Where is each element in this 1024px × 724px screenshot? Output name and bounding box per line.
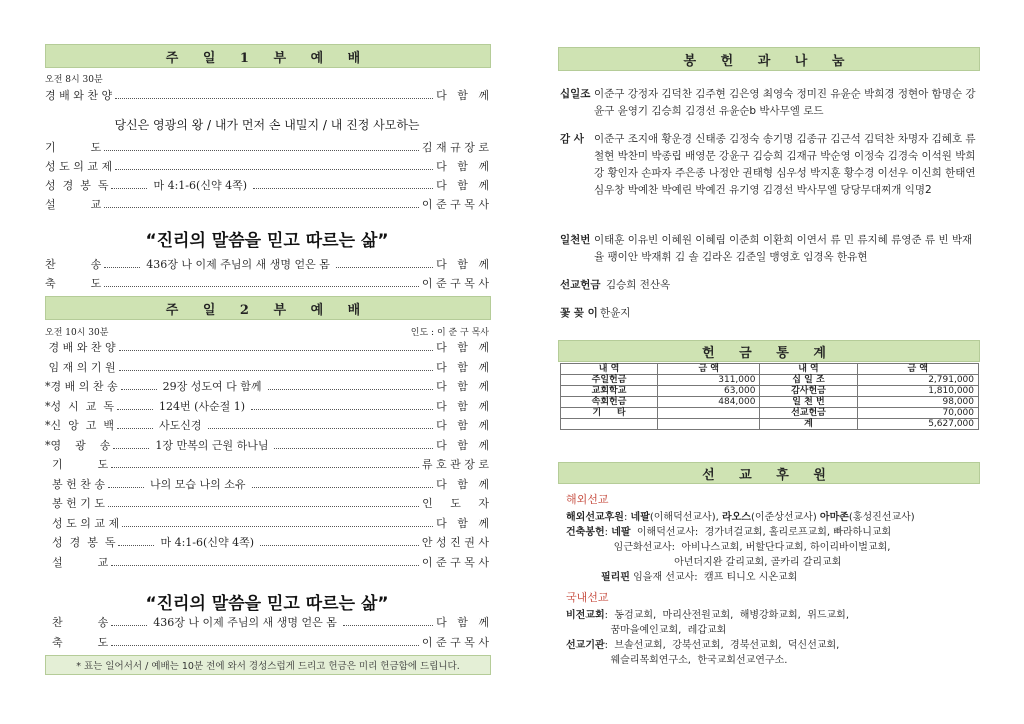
offering-group: [560, 86, 978, 124]
stats-item: 교회학교: [561, 386, 658, 397]
program-row: [45, 85, 489, 103]
stats-item: 선교헌금: [760, 408, 857, 419]
program-row: [45, 175, 489, 193]
program-row: [45, 137, 489, 155]
offering-group-names: 이준구 강정자 김덕찬 김주현 김은영 최영숙 정미진 유윤순 박희경 정현아 함명순 강윤구 윤영기 김승희 김경선 유윤순b 박사무엘 로드: [594, 88, 976, 117]
program-item-leader: 다 함 께: [436, 160, 489, 173]
leader-dots: [274, 447, 433, 449]
offering-group-label: 일천번: [560, 234, 591, 246]
offering-group: [560, 305, 978, 322]
mission-line: 비전교회: 동검교회, 마리산전원교회, 해병강화교회, 위드교회,: [566, 610, 850, 621]
program-row: [45, 273, 489, 291]
program-item-label: 경 배 와 찬 양: [45, 341, 116, 354]
program-row: [45, 493, 489, 511]
leader-dots: [111, 466, 419, 468]
program-row: [45, 513, 489, 531]
service2-header: 주 일 2 부 예 배: [45, 296, 491, 320]
leader-dots: [117, 408, 153, 410]
program-row: [45, 396, 489, 414]
program-item-leader: 다 함 께: [436, 438, 489, 452]
program-row: [45, 632, 489, 650]
leader-dots: [208, 427, 434, 429]
program-item-label: 찬 송: [45, 258, 102, 271]
program-item-label: 성 도 의 교 제: [45, 160, 113, 173]
program-row: [45, 532, 489, 550]
program-item-label: 봉 헌 기 도: [45, 497, 105, 510]
mission-line: 웨슬리목회연구소, 한국교회선교연구소.: [566, 655, 788, 666]
program-item-label: 설 교: [45, 555, 109, 569]
col-header: 내 역: [760, 364, 857, 375]
leader-dots: [111, 187, 147, 189]
program-item-leader: 이 준 구 목 사: [421, 277, 489, 290]
program-item-label: *신 앙 고 백: [45, 419, 114, 432]
col-header: 금 액: [857, 364, 979, 375]
program-row: [45, 376, 489, 394]
offering-group: [560, 131, 978, 221]
stats-amount: 70,000: [857, 408, 979, 419]
stats-amount: [658, 419, 760, 430]
stats-amount: 98,000: [857, 397, 979, 408]
program-item-leader: 다 함 께: [436, 477, 489, 491]
mission-line: 선교기관: 브솔선교회, 강북선교회, 경북선교회, 덕신선교회,: [566, 640, 840, 651]
leader-dots: [253, 187, 433, 189]
program-item-label: 경 배 와 찬 양: [45, 89, 113, 102]
offering-group-names: 이준구 조지애 황운경 신태종 김정숙 송기명 김종규 김근석 김덕찬 차명자 김혜호 류철현 박찬미 박종립 배영문 강윤구 김승희 김재규 박순영 이정숙 김경숙 이석원 박희강 황인자 손파자 주은종 나정안 권태형 심우성 박지훈 황수경 이선우 이신희 한태연 심우창 박예찬 박예린 박예건 유기영 김경선 박사무엘 당당무대찌개 익명2: [594, 133, 976, 196]
program-item-leader: 다 함 께: [436, 89, 489, 102]
offering-group-label: 십일조: [560, 88, 591, 100]
leader-dots: [251, 408, 433, 410]
program-item-leader: 다 함 께: [436, 399, 489, 413]
service2-note: * 표는 일어서서 / 예배는 10분 전에 와서 경성스럽게 드리고 헌금은 미리 헌금함에 드립니다.: [45, 655, 491, 675]
leader-dots: [111, 624, 147, 626]
leader-dots: [119, 369, 434, 371]
program-item-detail: 124번 (사순절 1): [158, 399, 246, 413]
mission-domestic-heading: 국내선교: [566, 591, 609, 604]
stats-item: 주일헌금: [561, 375, 658, 386]
service1-header: 주 일 1 부 예 배: [45, 44, 491, 68]
program-item-label: 축 도: [45, 277, 102, 290]
program-item-label: 성 경 봉 독: [45, 536, 116, 549]
leader-dots: [111, 564, 419, 566]
leader-dots: [111, 644, 419, 646]
program-item-leader: 인 도 자: [422, 497, 489, 510]
program-item-detail: 마 4:1-6(신약 4쪽): [160, 536, 254, 549]
stats-item: 감사헌금: [760, 386, 857, 397]
program-item-detail: 나의 모습 나의 소유: [150, 477, 246, 491]
leader-dots: [119, 349, 434, 351]
offering-group-label: 선교헌금: [560, 279, 601, 291]
mission-header: 선 교 후 원: [558, 462, 980, 484]
table-header-row: [561, 364, 979, 375]
program-item-label: 기 도: [45, 141, 102, 154]
program-item-detail: 마 4:1-6(신약 4쪽): [153, 179, 247, 192]
leader-dots: [118, 544, 154, 546]
service1-time: 오전 8시 30분: [45, 75, 103, 85]
stats-amount: 5,627,000: [857, 419, 979, 430]
offering-group-names: 김승희 전산옥: [606, 279, 671, 291]
offering-header: 봉 헌 과 나 눔: [558, 47, 980, 71]
service2-leader: 인도 : 이 준 구 목사: [410, 328, 489, 338]
program-item-detail: 29장 성도여 다 함께: [162, 380, 262, 393]
mission-overseas-heading: 해외선교: [566, 493, 609, 506]
program-row: [45, 357, 489, 375]
program-row: [45, 454, 489, 472]
program-row: [45, 254, 489, 272]
leader-dots: [104, 149, 419, 151]
program-item-leader: 안 성 진 권 사: [421, 536, 489, 549]
mission-line: 임근화선교사: 아비나스교회, 버할단다교회, 하이리바이벌교회,: [566, 542, 891, 553]
program-row: [45, 435, 489, 453]
program-item-label: 임 재 의 기 원: [45, 360, 116, 374]
mission-line: 꿈마을예인교회, 레갑교회: [566, 625, 727, 636]
leader-dots: [122, 525, 433, 527]
program-row: [45, 194, 489, 212]
program-item-leader: 다 함 께: [436, 419, 489, 432]
col-header: 내 역: [561, 364, 658, 375]
mission-line: 해외선교후원: 네팔(이해덕선교사), 라오스(이준상선교사) 아마존(홍성진선교사): [566, 512, 915, 523]
stats-header: 헌 금 통 계: [558, 340, 980, 362]
service1-praise-songs: 당신은 영광의 왕 / 내가 먼저 손 내밀지 / 내 진정 사모하는: [114, 118, 420, 132]
stats-amount: 311,000: [658, 375, 760, 386]
program-item-label: 기 도: [45, 458, 109, 471]
table-row: [561, 386, 979, 397]
program-item-leader: 김 재 규 장 로: [421, 141, 489, 154]
program-item-label: 축 도: [45, 636, 109, 649]
program-item-leader: 다 함 께: [436, 341, 489, 354]
program-item-leader: 다 함 께: [436, 258, 489, 271]
program-row: [45, 612, 489, 630]
program-item-leader: 이 준 구 목 사: [421, 636, 489, 649]
program-item-label: *경 배 의 찬 송: [45, 380, 118, 393]
program-item-leader: 이 준 구 목 사: [421, 198, 489, 211]
program-row: [45, 415, 489, 433]
stats-amount: 1,810,000: [857, 386, 979, 397]
service2-time: 오전 10시 30분: [45, 328, 109, 338]
program-item-leader: 다 함 께: [436, 616, 489, 629]
offering-group-names: 한윤지: [600, 307, 631, 319]
stats-item: 계: [760, 419, 857, 430]
mission-line: 건축봉헌: 네팔 이해덕선교사: 경가녀걸교회, 홀리로프교회, 빠라하니교회: [566, 527, 892, 538]
offering-group-label: 꽃 꽂 이: [560, 307, 598, 319]
leader-dots: [115, 168, 433, 170]
program-item-leader: 다 함 께: [436, 179, 489, 192]
offering-group-names: 이태훈 이유빈 이혜원 이혜림 이준희 이환희 이연서 류 민 류지혜 류영준 류 빈 박재율 팽이안 박재휘 김 솔 김라온 김준일 맹영호 임경옥 한유현: [594, 234, 973, 263]
program-item-label: 성 경 봉 독: [45, 179, 109, 192]
leader-dots: [108, 486, 144, 488]
leader-dots: [268, 388, 434, 390]
service2-sermon-title: “진리의 말씀을 믿고 따르는 삶”: [145, 594, 389, 614]
program-item-leader: 류 호 관 장 로: [421, 458, 489, 471]
stats-amount: 2,791,000: [857, 375, 979, 386]
program-item-detail: 사도신경: [158, 419, 202, 432]
leader-dots: [117, 427, 153, 429]
leader-dots: [343, 624, 433, 626]
program-item-label: 찬 송: [45, 616, 109, 629]
offering-group-label: 감 사: [560, 133, 584, 145]
stats-amount: 63,000: [658, 386, 760, 397]
program-item-label: *영 광 송: [45, 438, 111, 452]
program-row: [45, 156, 489, 174]
mission-line: 필리핀 임을재 선교사: 캠프 티니오 시온교회: [600, 572, 798, 583]
table-row: [561, 397, 979, 408]
program-row: [45, 337, 489, 355]
leader-dots: [108, 505, 419, 507]
program-item-leader: 이 준 구 목 사: [421, 555, 489, 569]
stats-item: 속회헌금: [561, 397, 658, 408]
leader-dots: [115, 97, 433, 99]
stats-item: 일 천 번: [760, 397, 857, 408]
program-item-detail: 436장 나 이제 주님의 새 생명 얻은 몸: [153, 616, 337, 629]
program-item-detail: 1장 만복의 근원 하나님: [155, 438, 269, 452]
leader-dots: [104, 285, 419, 287]
stats-item: 십 일 조: [760, 375, 857, 386]
service1-sermon-title: “진리의 말씀을 믿고 따르는 삶”: [145, 231, 389, 251]
program-item-label: *성 시 교 독: [45, 399, 114, 413]
program-item-leader: 다 함 께: [436, 360, 489, 374]
leader-dots: [104, 206, 419, 208]
leader-dots: [104, 266, 140, 268]
table-row: [561, 419, 979, 430]
leader-dots: [336, 266, 433, 268]
stats-item: [561, 419, 658, 430]
program-item-leader: 다 함 께: [436, 516, 489, 530]
stats-amount: 484,000: [658, 397, 760, 408]
leader-dots: [113, 447, 149, 449]
stats-item: 기 타: [561, 408, 658, 419]
offering-stats-table: [560, 363, 979, 430]
program-item-detail: 436장 나 이제 주님의 새 생명 얻은 몸: [146, 258, 330, 271]
program-item-label: 봉 헌 찬 송: [45, 477, 105, 491]
table-row: [561, 408, 979, 419]
leader-dots: [260, 544, 419, 546]
program-item-label: 설 교: [45, 198, 102, 211]
program-row: [45, 474, 489, 492]
program-item-leader: 다 함 께: [436, 380, 489, 393]
stats-amount: [658, 408, 760, 419]
mission-line: 아년더지완 갈리교회, 골카리 갈리교회: [566, 557, 842, 568]
program-item-label: 성 도 의 교 제: [45, 516, 120, 530]
offering-group: [560, 277, 978, 294]
program-row: [45, 552, 489, 570]
table-row: [561, 375, 979, 386]
offering-group: [560, 232, 978, 270]
leader-dots: [121, 388, 157, 390]
leader-dots: [252, 486, 434, 488]
col-header: 금 액: [658, 364, 760, 375]
